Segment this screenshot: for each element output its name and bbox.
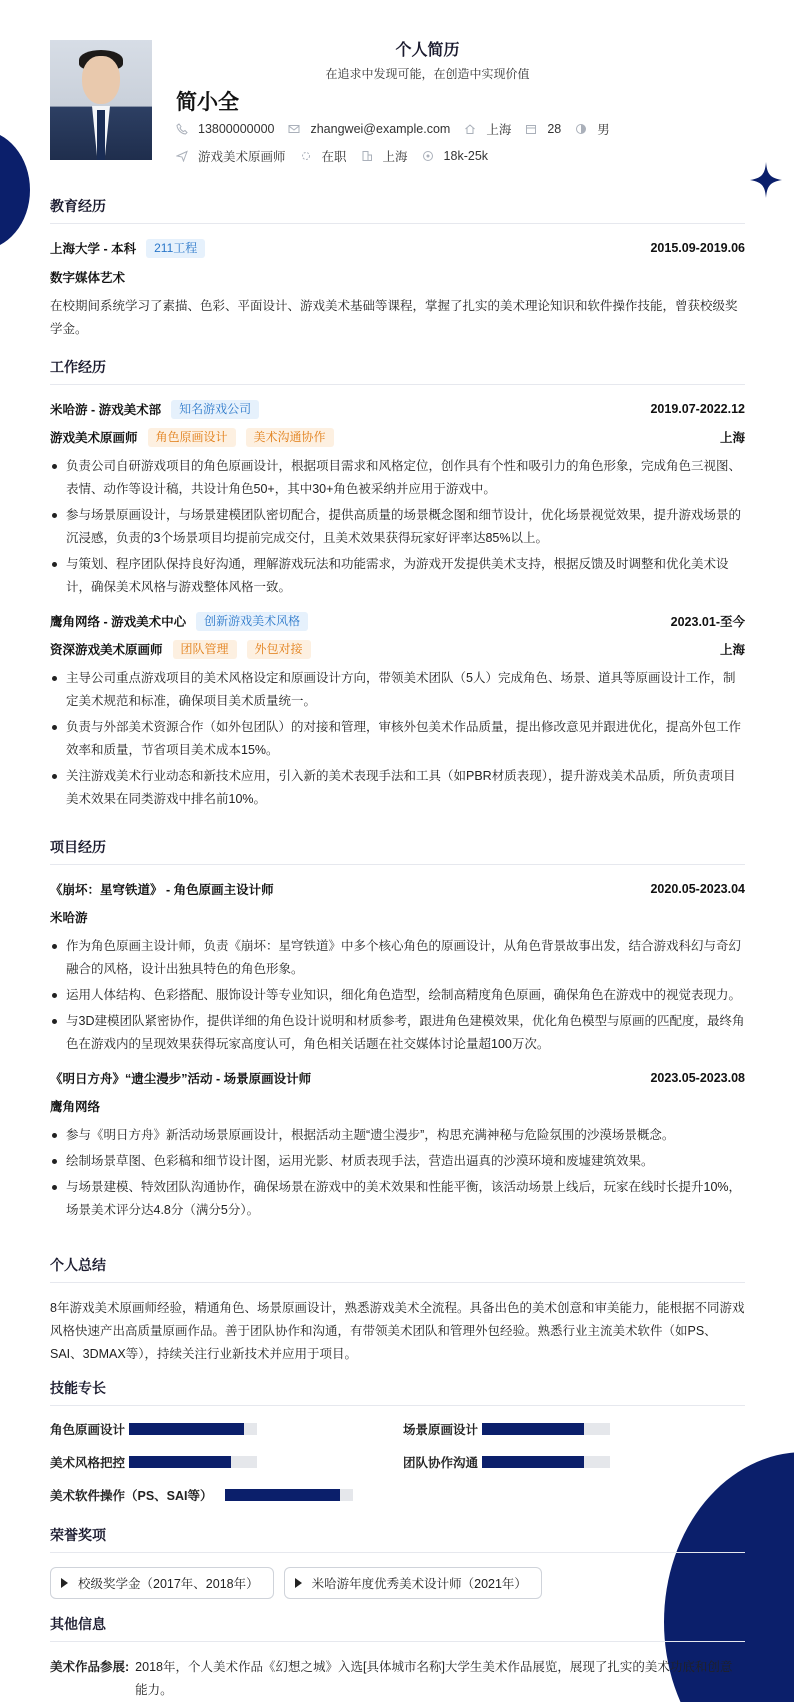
school-tag: 211工程 <box>146 239 205 258</box>
play-triangle-icon <box>61 1578 68 1588</box>
list-item: 主导公司重点游戏项目的美术风格设定和原画设计方向，带领美术团队（5人）完成角色、场景、道具等原画设计工作，制定美术规范和标准，确保项目美术质量统一。 <box>50 667 745 713</box>
job-entry <box>50 399 745 599</box>
project-name: 《崩坏：星穹铁道》 - 角色原画主设计师 <box>50 883 274 897</box>
candidate-name: 简小全 <box>176 91 239 114</box>
skill-bar <box>482 1456 610 1468</box>
work-section <box>50 357 745 814</box>
status-icon <box>300 150 312 162</box>
section-title: 项目经历 <box>50 837 745 865</box>
job-role: 游戏美术原画师 <box>50 431 138 445</box>
play-triangle-icon <box>295 1578 302 1588</box>
page-title: 个人简历 <box>395 42 460 59</box>
skills-section <box>50 1378 745 1520</box>
summary-section <box>50 1255 745 1366</box>
awards-section <box>50 1525 745 1599</box>
skill-bar-fill <box>482 1423 584 1435</box>
award-label: 校级奖学金（2017年、2018年） <box>78 1577 259 1591</box>
job-entry <box>50 611 745 811</box>
list-item: 参与《明日方舟》新活动场景原画设计，根据活动主题“遗尘漫步”，构思充满神秘与危险氛围的沙漠场景概念。 <box>50 1124 745 1147</box>
job-location: 上海 <box>719 431 745 445</box>
home-icon <box>464 123 476 135</box>
skill-bar <box>225 1489 353 1501</box>
calendar-icon <box>525 123 537 135</box>
skill-bar-fill <box>482 1456 584 1468</box>
project-company: 米哈游 <box>50 911 88 925</box>
project-period: 2020.05-2023.04 <box>650 882 745 896</box>
job-period: 2023.01-至今 <box>670 615 745 629</box>
skill-bar-fill <box>129 1423 244 1435</box>
slogan: 在追求中发现可能，在创造中实现价值 <box>325 67 530 81</box>
send-icon <box>176 150 188 162</box>
skill-item <box>50 1420 257 1438</box>
decor-circle-left <box>0 130 30 250</box>
resume-header <box>50 0 745 190</box>
other-section <box>50 1614 745 1702</box>
other-text: 2018年，个人美术作品《幻想之城》入选[具体城市名称]大学生美术作品展览，展现了扎实的美术功底和创意能力。 <box>135 1660 733 1697</box>
section-title: 技能专长 <box>50 1378 745 1406</box>
contact-row <box>176 120 624 138</box>
other-label: 美术作品参展: <box>50 1660 130 1674</box>
salary-value: 18k-25k <box>443 149 489 163</box>
section-title: 其他信息 <box>50 1614 745 1642</box>
skill-bar <box>482 1423 610 1435</box>
award-item <box>50 1567 274 1599</box>
list-item: 绘制场景草图、色彩稿和细节设计图，运用光影、材质表现手法，营造出逼真的沙漠环境和废墟建筑效果。 <box>50 1150 745 1173</box>
skills-grid <box>50 1420 745 1520</box>
skill-name: 场景原画设计 <box>403 1423 479 1437</box>
summary-text: 8年游戏美术原画师经验，精通角色、场景原画设计，熟悉游戏美术全流程。具备出色的美术创意和审美能力，能根据不同游戏风格快速产出高质量原画作品。善于团队协作和沟通，有带领美术团队和管理外包经验。熟悉行业主流美术软件（如PS、SAI、3DMAX等），持续关注行业新技术并应用于项目。 <box>50 1301 745 1361</box>
school-name: 上海大学 - 本科 <box>50 242 137 256</box>
status-value: 在职 <box>321 150 347 164</box>
major: 数字媒体艺术 <box>50 271 126 285</box>
gender-value: 男 <box>597 123 610 137</box>
position-value: 游戏美术原画师 <box>198 150 286 164</box>
role-tag: 团队管理 <box>173 640 237 659</box>
skill-bar-fill <box>225 1489 340 1501</box>
section-title: 工作经历 <box>50 357 745 385</box>
list-item: 与场景建模、特效团队沟通协作，确保场景在游戏中的美术效果和性能平衡，该活动场景上线后，玩家在线时长提升10%，场景美术评分达4.8分（满分5分）。 <box>50 1176 745 1222</box>
target-city-value: 上海 <box>382 150 408 164</box>
money-icon <box>422 150 434 162</box>
skill-item <box>50 1486 353 1504</box>
city-value: 上海 <box>486 123 512 137</box>
project-period: 2023.05-2023.08 <box>650 1071 745 1085</box>
skill-item <box>403 1420 610 1438</box>
project-company: 鹰角网络 <box>50 1100 101 1114</box>
company-tag: 知名游戏公司 <box>171 400 259 419</box>
list-item: 与3D建模团队紧密协作，提供详细的角色设计说明和材质参考，跟进角色建模效果，优化角色模型与原画的匹配度，最终角色在游戏内的呈现效果获得玩家高度认可，角色相关话题在社交媒体讨论量超100万次。 <box>50 1010 745 1056</box>
education-period: 2015.09-2019.06 <box>650 241 745 255</box>
skill-bar-fill <box>129 1456 231 1468</box>
company-name: 鹰角网络 - 游戏美术中心 <box>50 615 187 629</box>
company-name: 米哈游 - 游戏美术部 <box>50 403 162 417</box>
skill-name: 美术风格把控 <box>50 1456 126 1470</box>
education-section <box>50 196 745 341</box>
role-tag: 角色原画设计 <box>148 428 236 447</box>
section-title: 教育经历 <box>50 196 745 224</box>
job-intent-row <box>176 147 502 165</box>
list-item: 负责与外部美术资源合作（如外包团队）的对接和管理，审核外包美术作品质量，提出修改意见并跟进优化，提高外包工作效率和质量，节省项目美术成本15%。 <box>50 716 745 762</box>
project-entry <box>50 879 745 1056</box>
project-entry <box>50 1068 745 1222</box>
role-tag: 美术沟通协作 <box>246 428 334 447</box>
role-tag: 外包对接 <box>247 640 311 659</box>
other-row <box>50 1656 740 1702</box>
skill-bar <box>129 1423 257 1435</box>
skill-bar <box>129 1456 257 1468</box>
awards-list <box>50 1567 745 1599</box>
skill-name: 美术软件操作（PS、SAI等） <box>50 1489 213 1503</box>
section-title: 个人总结 <box>50 1255 745 1283</box>
job-location: 上海 <box>719 643 745 657</box>
building-icon <box>361 150 373 162</box>
list-item: 负责公司自研游戏项目的角色原画设计，根据项目需求和风格定位，创作具有个性和吸引力的角色形象，完成角色三视图、表情、动作等设计稿，共设计角色50+，其中30+角色被采纳并应用于游戏中。 <box>50 455 745 501</box>
education-description: 在校期间系统学习了素描、色彩、平面设计、游戏美术基础等课程，掌握了扎实的美术理论知识和软件操作技能，曾获校级奖学金。 <box>50 299 738 336</box>
phone-icon <box>176 123 188 135</box>
email-value: zhangwei@example.com <box>310 122 451 136</box>
gender-icon <box>575 123 587 135</box>
award-item <box>284 1567 542 1599</box>
age-value: 28 <box>547 122 562 136</box>
skill-name: 团队协作沟通 <box>403 1456 479 1470</box>
skill-item <box>403 1453 610 1471</box>
sparkle-star-icon <box>750 162 782 198</box>
skill-item <box>50 1453 257 1471</box>
list-item: 与策划、程序团队保持良好沟通，理解游戏玩法和功能需求，为游戏开发提供美术支持，根据反馈及时调整和优化美术设计，确保美术风格与游戏整体风格一致。 <box>50 553 745 599</box>
mail-icon <box>288 123 300 135</box>
section-title: 荣誉奖项 <box>50 1525 745 1553</box>
phone-value: 13800000000 <box>198 122 275 136</box>
company-tag: 创新游戏美术风格 <box>196 612 308 631</box>
list-item: 关注游戏美术行业动态和新技术应用，引入新的美术表现手法和工具（如PBR材质表现），提升游戏美术品质，所负责项目美术效果在同类游戏中排名前10%。 <box>50 765 745 811</box>
job-role: 资深游戏美术原画师 <box>50 643 163 657</box>
job-period: 2019.07-2022.12 <box>650 402 745 416</box>
projects-section <box>50 837 745 1225</box>
award-label: 米哈游年度优秀美术设计师（2021年） <box>311 1577 527 1591</box>
list-item: 作为角色原画主设计师，负责《崩坏：星穹铁道》中多个核心角色的原画设计，从角色背景故事出发，结合游戏科幻与奇幻融合的风格，设计出独具特色的角色形象。 <box>50 935 745 981</box>
skill-name: 角色原画设计 <box>50 1423 126 1437</box>
project-name: 《明日方舟》“遗尘漫步”活动 - 场景原画设计师 <box>50 1072 312 1086</box>
list-item: 参与场景原画设计，与场景建模团队密切配合，提供高质量的场景概念图和细节设计，优化场景视觉效果，提升游戏场景的沉浸感，负责的3个场景项目均提前完成交付，且美术效果获得玩家好评率达85%以上。 <box>50 504 745 550</box>
list-item: 运用人体结构、色彩搭配、服饰设计等专业知识，细化角色造型，绘制高精度角色原画，确保角色在游戏中的视觉表现力。 <box>50 984 745 1007</box>
